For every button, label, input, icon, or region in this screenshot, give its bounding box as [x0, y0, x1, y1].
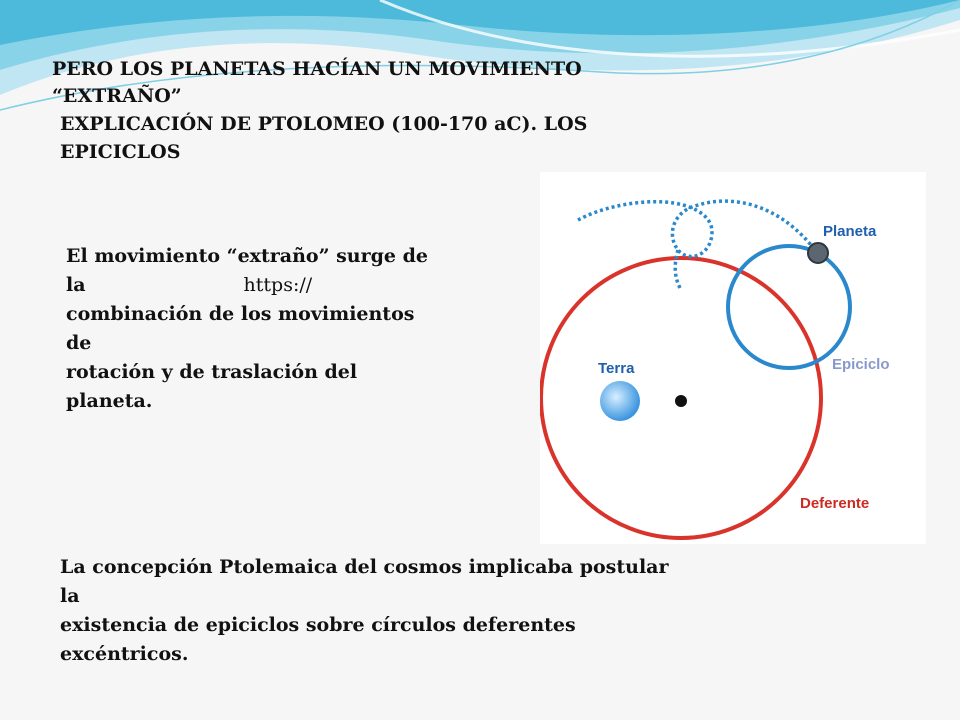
bottom-line-3: existencia de epiciclos sobre círculos deferentes [60, 614, 576, 636]
label-deferente: Deferente [800, 495, 870, 512]
label-epiciclo: Epiciclo [832, 356, 890, 373]
explanation-paragraph [66, 242, 446, 416]
epicycle-diagram [540, 172, 926, 544]
bottom-line-1: La concepción Ptolemaica del cosmos implicaba postular [60, 556, 669, 578]
paragraph-line-3: combinación de los movimientos [66, 303, 415, 325]
bottom-line-4: excéntricos. [60, 643, 189, 665]
title-line-2: “EXTRAÑO” [52, 85, 182, 107]
subtitle-line-1: EXPLICACIÓN DE PTOLOMEO (100-170 aC). LOS [60, 113, 588, 135]
label-terra: Terra [598, 360, 635, 377]
paragraph-url[interactable]: https:// [243, 274, 313, 296]
slide-title [52, 56, 652, 110]
label-planeta: Planeta [823, 223, 877, 240]
paragraph-line-1: El movimiento “extraño” surge de [66, 245, 428, 267]
paragraph-line-2-word: la [66, 274, 86, 296]
bottom-paragraph [60, 553, 720, 669]
slide-subtitle [60, 110, 660, 166]
planet-dot [808, 243, 828, 263]
subtitle-line-2: EPICICLOS [60, 141, 181, 163]
deferent-center-dot [675, 395, 687, 407]
paragraph-line-5: rotación y de traslación del [66, 361, 358, 383]
paragraph-line-4: de [66, 332, 92, 354]
title-line-1: PERO LOS PLANETAS HACÍAN UN MOVIMIENTO [52, 58, 582, 80]
bottom-line-2: la [60, 585, 80, 607]
earth-globe [600, 381, 640, 421]
paragraph-line-6: planeta. [66, 390, 153, 412]
